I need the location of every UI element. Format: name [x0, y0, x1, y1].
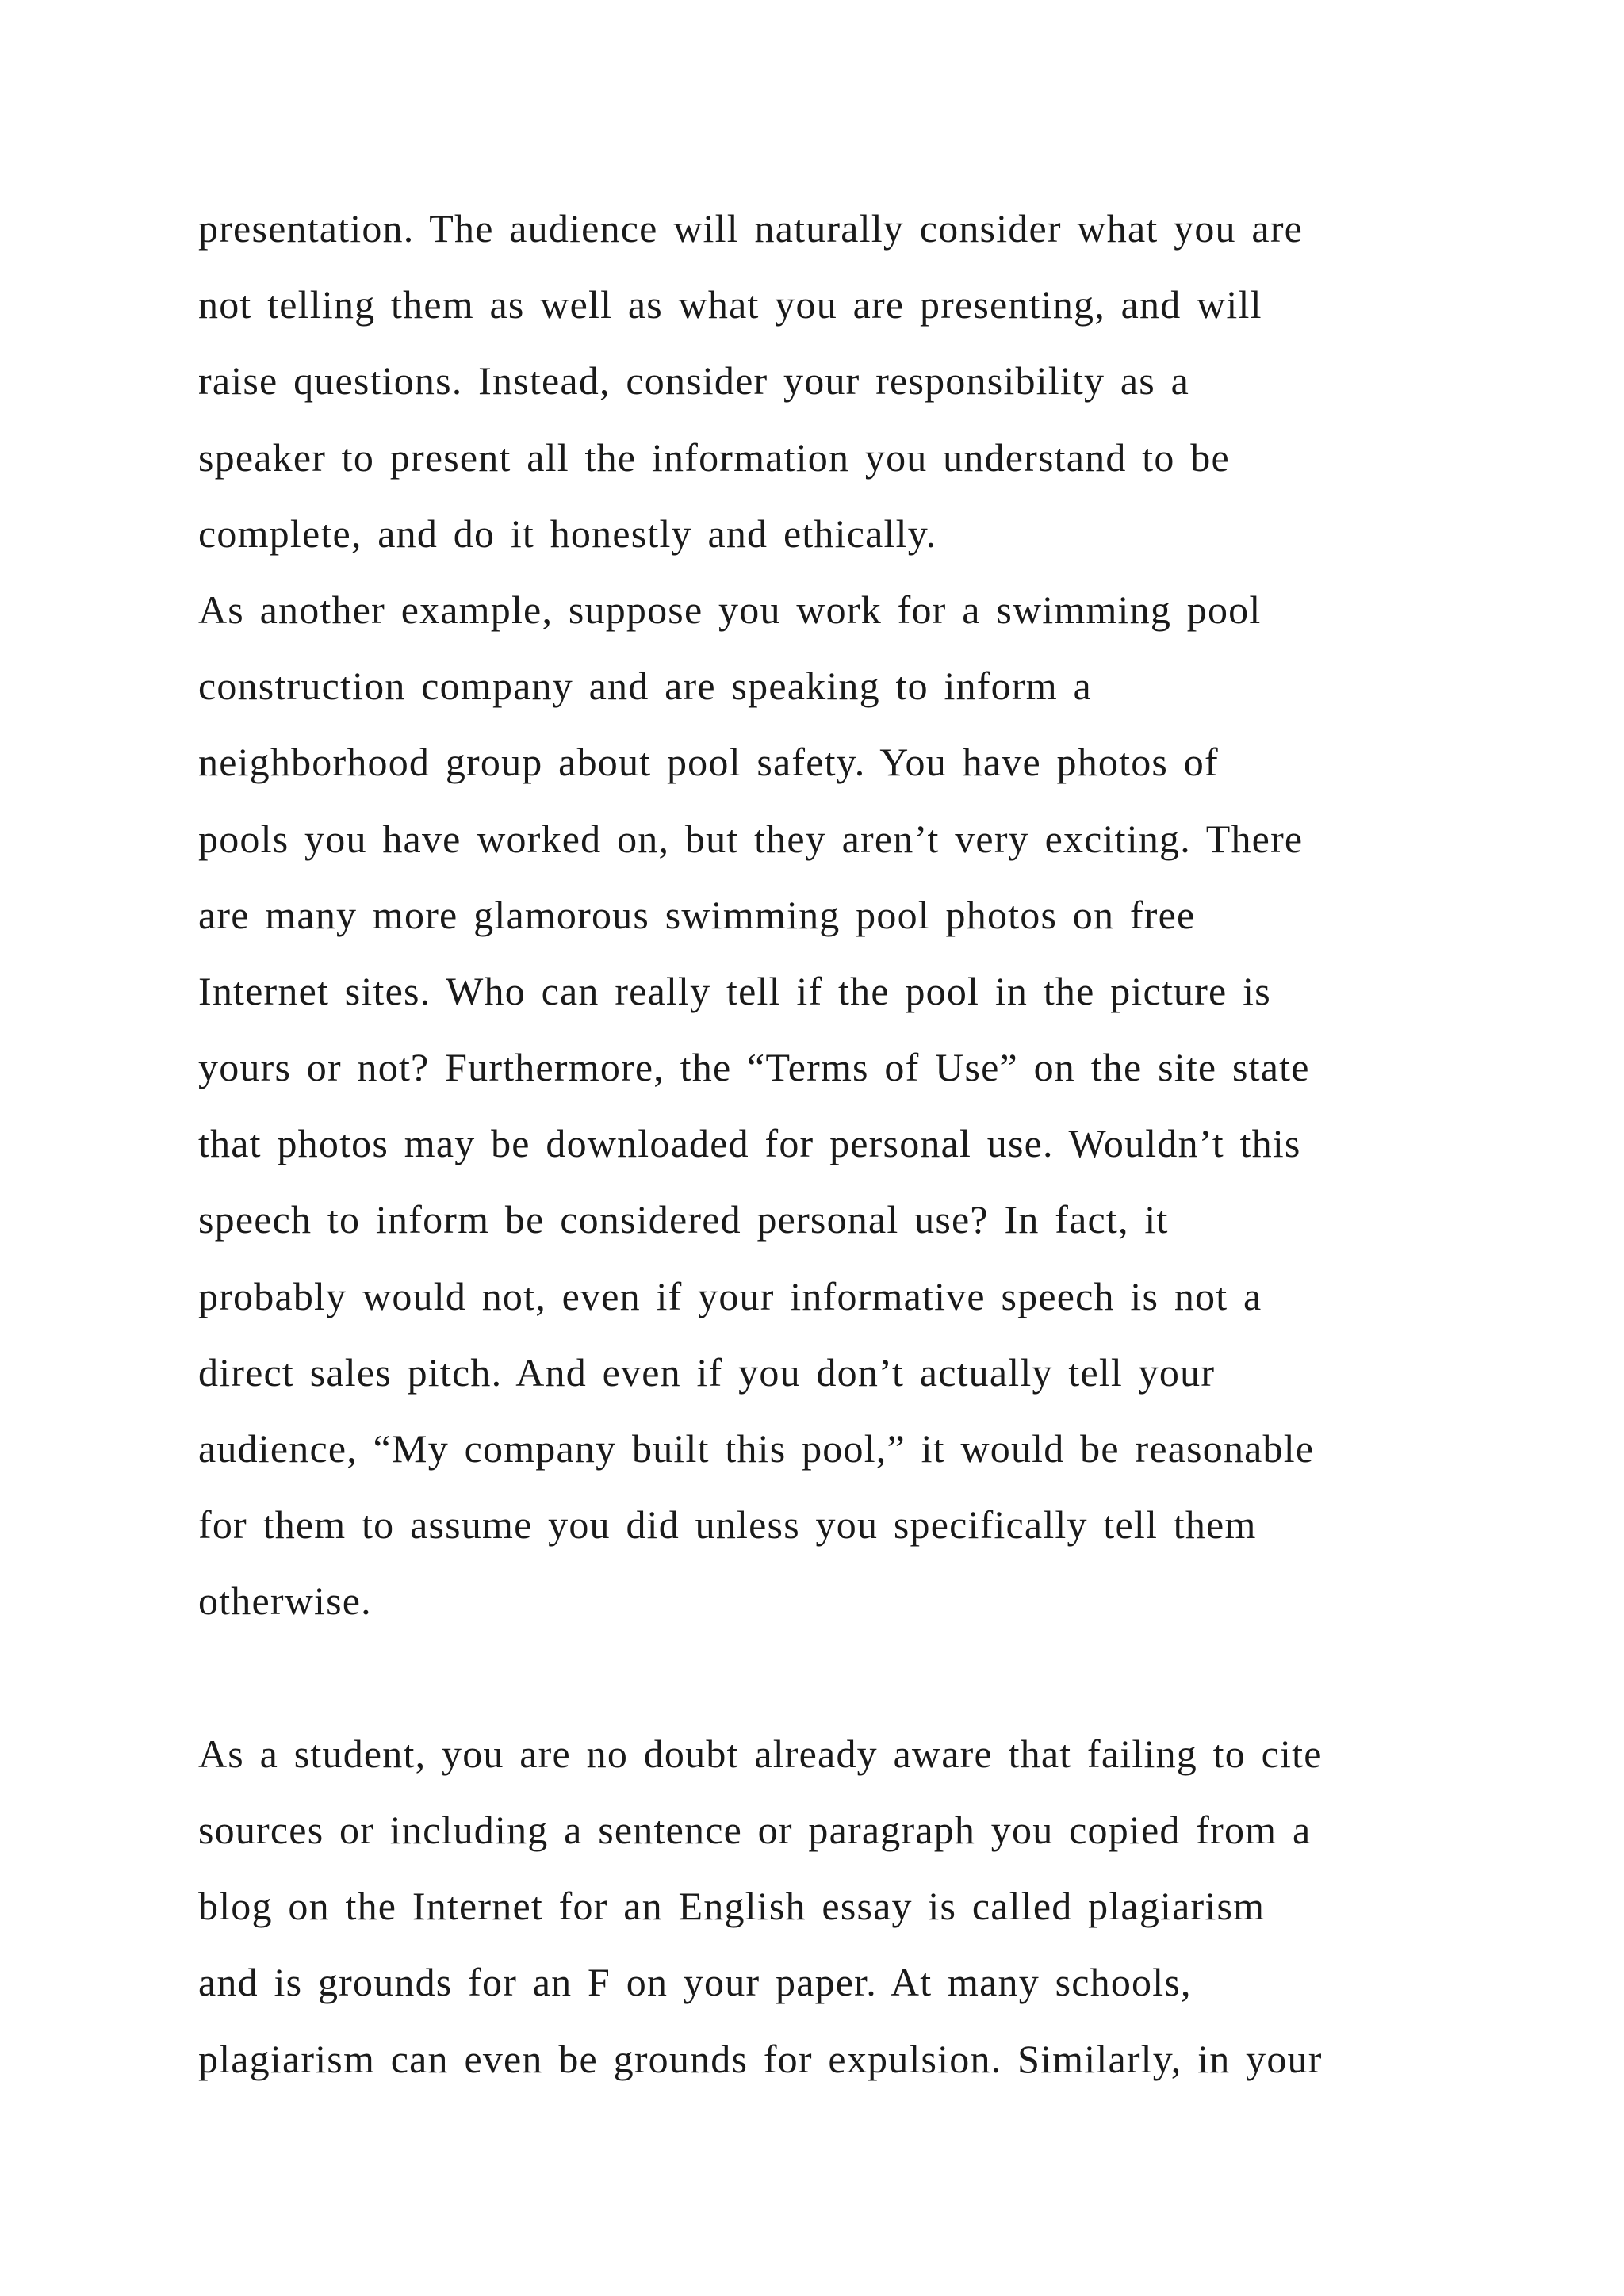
body-text — [198, 190, 1515, 2097]
text-line: sources or including a sentence or paragraph you copied from a — [198, 1807, 1312, 1852]
paragraph-1 — [198, 190, 1515, 572]
paragraph-spacer — [198, 1640, 1515, 1716]
text-line: speech to inform be considered personal use? In fact, it — [198, 1197, 1169, 1242]
text-line: direct sales pitch. And even if you don’t actually tell your — [198, 1349, 1216, 1395]
text-line: speaker to present all the information you understand to be — [198, 434, 1230, 480]
text-line: are many more glamorous swimming pool photos on free — [198, 892, 1196, 937]
text-line: for them to assume you did unless you specifically tell them — [198, 1502, 1257, 1548]
text-line: construction company and are speaking to inform a — [198, 664, 1092, 709]
text-line: raise questions. Instead, consider your responsibility as a — [198, 358, 1190, 404]
text-line: probably would not, even if your informative speech is not a — [198, 1273, 1262, 1318]
text-line: presentation. The audience will naturally consider what you are — [198, 206, 1304, 251]
text-line: As a student, you are no doubt already aware that failing to cite — [198, 1731, 1323, 1776]
text-line: blog on the Internet for an English essay is called plagiarism — [198, 1884, 1266, 1929]
text-line: neighborhood group about pool safety. You have photos of — [198, 740, 1219, 785]
paragraph-2 — [198, 572, 1515, 1640]
text-line: Internet sites. Who can really tell if the pool in the picture is — [198, 968, 1271, 1013]
text-line: plagiarism can even be grounds for expulsion. Similarly, in your — [198, 2036, 1323, 2081]
text-line: audience, “My company built this pool,” it would be reasonable — [198, 1426, 1315, 1471]
text-line: yours or not? Furthermore, the “Terms of Use” on the site state — [198, 1045, 1310, 1090]
paragraph-3 — [198, 1716, 1515, 2097]
text-line: not telling them as well as what you are presenting, and will — [198, 282, 1262, 327]
text-line: otherwise. — [198, 1578, 372, 1624]
text-line: pools you have worked on, but they aren’t very exciting. There — [198, 816, 1304, 861]
text-line: complete, and do it honestly and ethically. — [198, 511, 937, 556]
text-line: that photos may be downloaded for personal use. Wouldn’t this — [198, 1121, 1301, 1166]
text-line: and is grounds for an F on your paper. At many schools, — [198, 1960, 1192, 2005]
text-line: As another example, suppose you work for a swimming pool — [198, 587, 1262, 632]
